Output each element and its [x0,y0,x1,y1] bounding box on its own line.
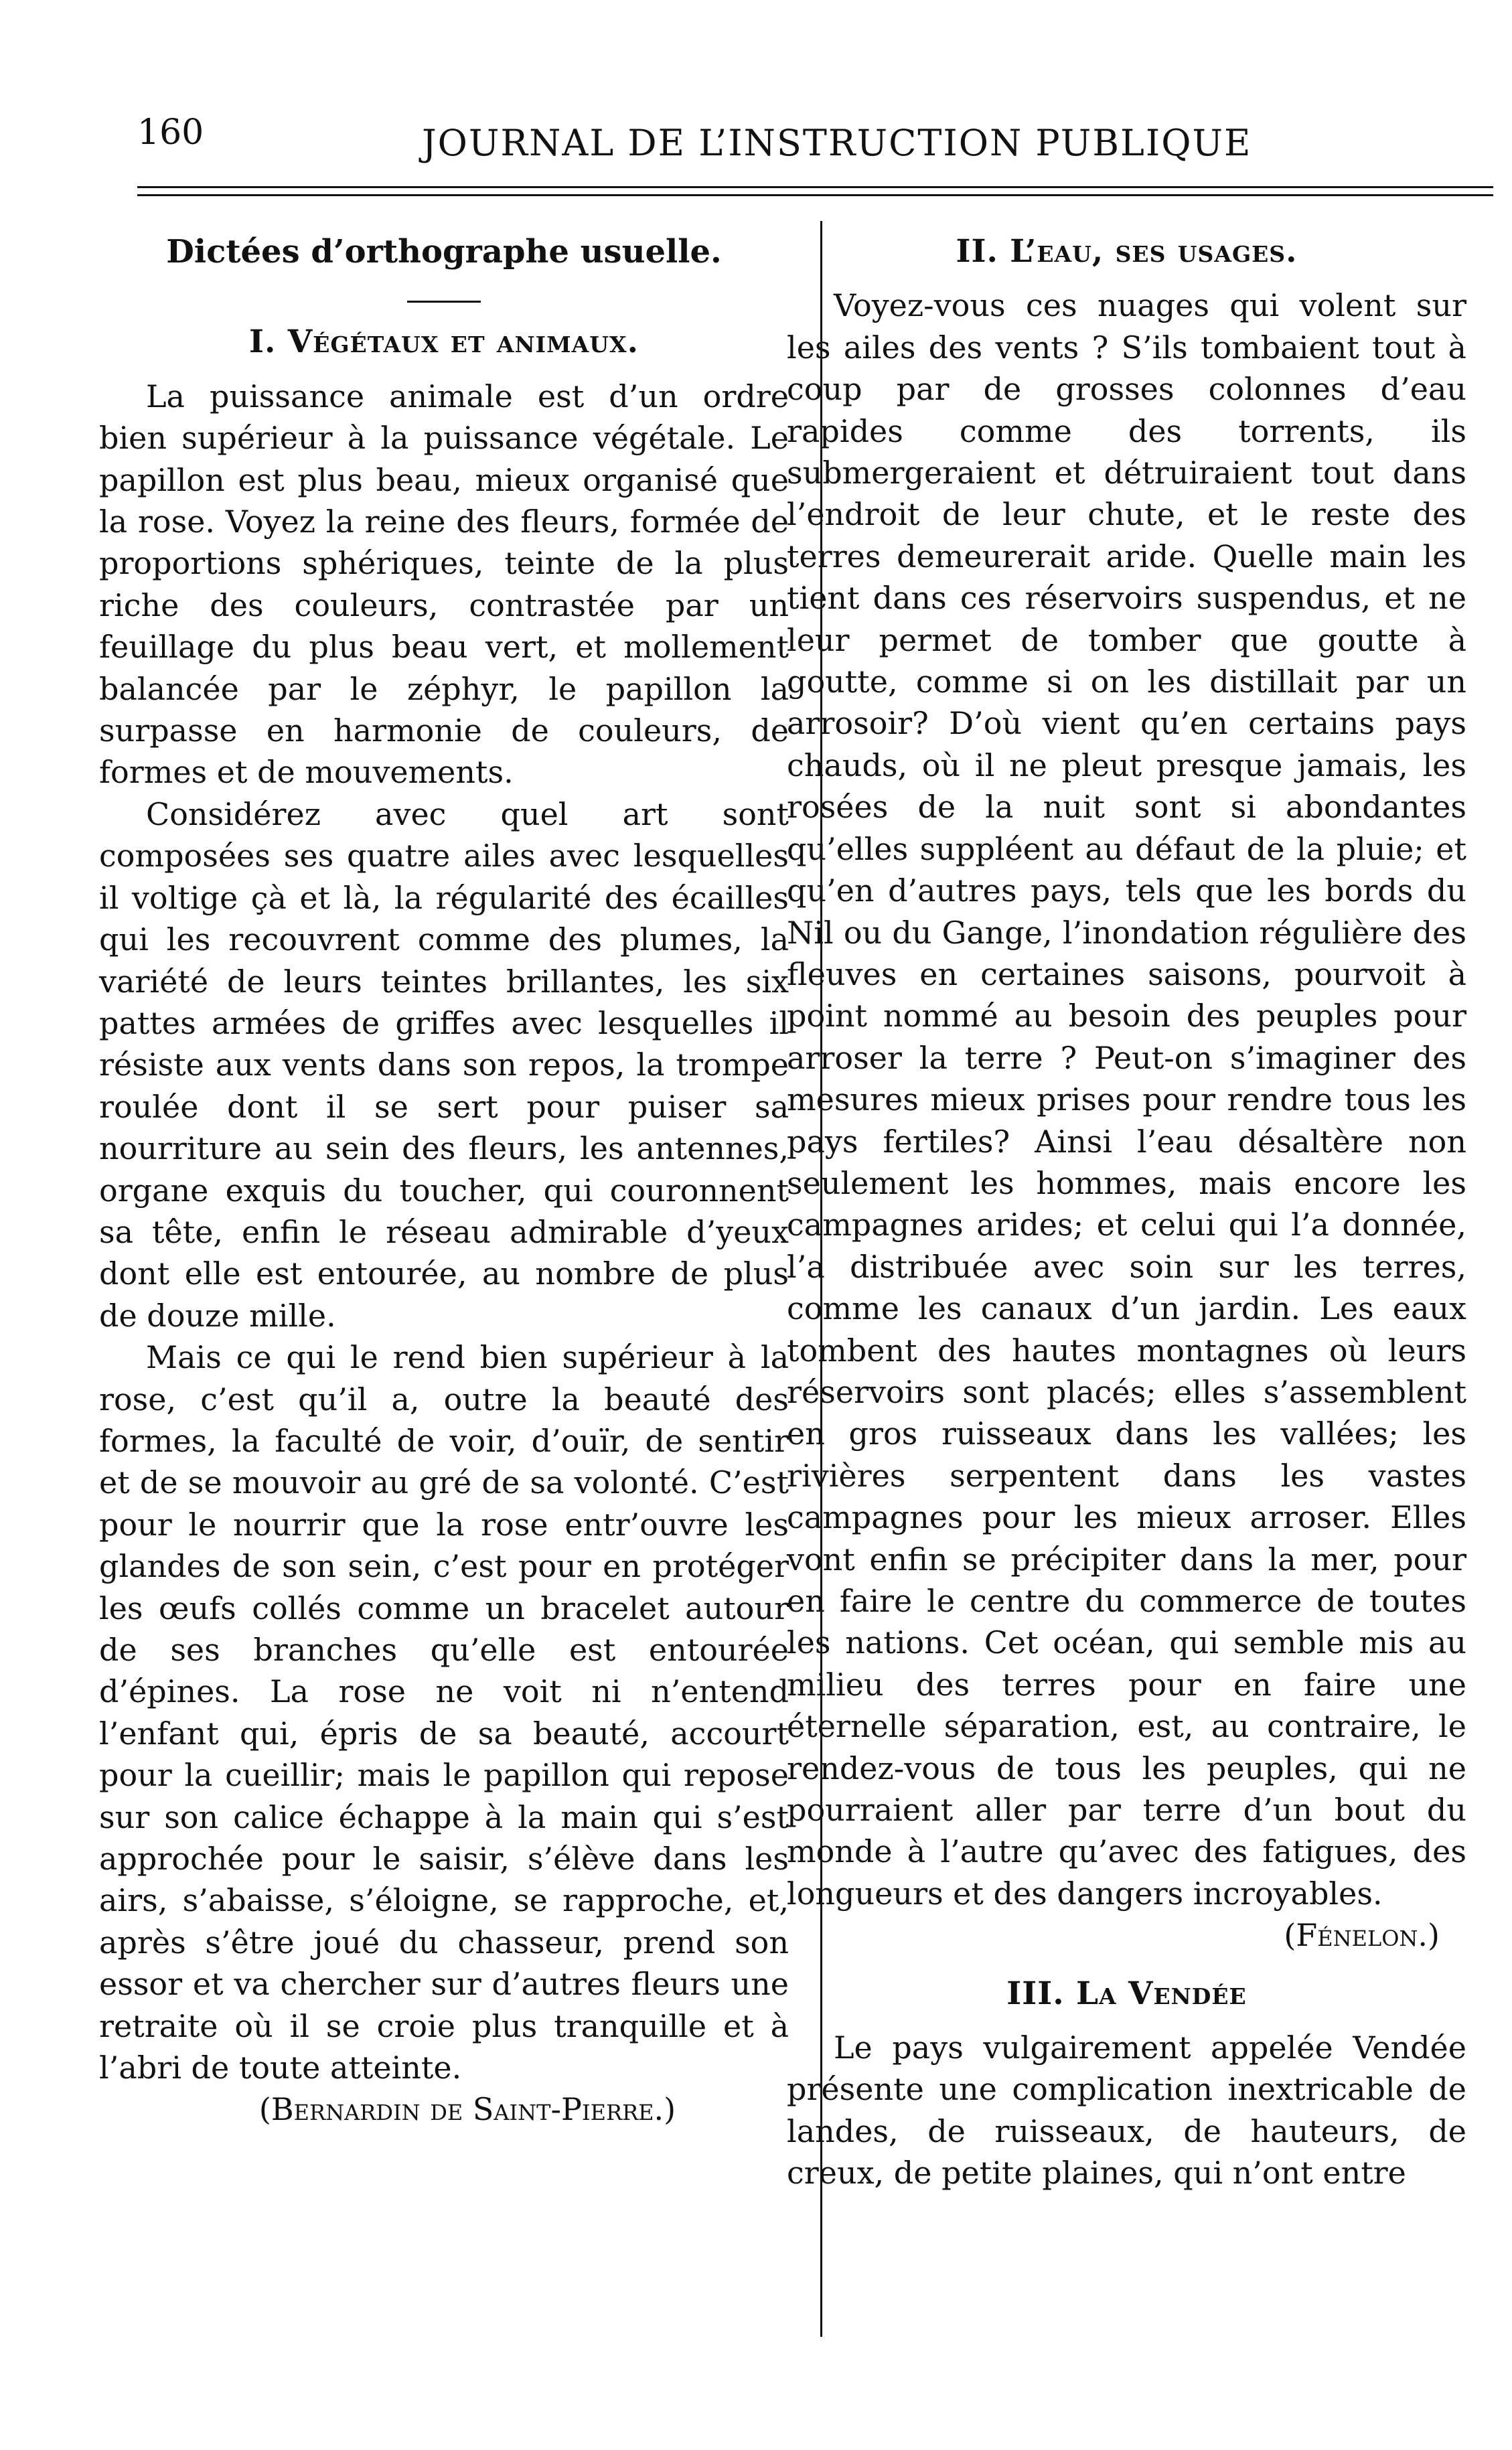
header-rule-bottom [137,194,1493,196]
attribution: (Bernardin de Saint-Pierre.) [258,2091,676,2128]
subsection-title: II. L’eau, ses usages. [956,233,1298,270]
left-column [99,231,789,2131]
subsection-title: III. La Vendée [1006,1975,1247,2012]
section-separator [407,301,481,303]
right-column [787,231,1466,2194]
paragraph: Mais ce qui le rend bien supérieur à la rose, c’est qu’il a, outre la beauté des formes, la faculté de voir, d’ouïr, de sentir et de se mouvoir au gré de sa volonté. C’est pour le nourrir que la rose entr’ouvre les glandes de son sein, c’est pour en protéger les œufs collés comme un bracelet autour de ses branches qu’elle est entourée d’épines. La rose ne voit ni n’entend l’enfant qui, épris de sa beauté, accourt pour la cueillir; mais le papillon qui repose sur son calice échappe à la main qui s’est approchée pour le saisir, s’élève dans les airs, s’abaisse, s’éloigne, se rapproche, et, après s’être joué du chasseur, prend son essor et va chercher sur d’autres fleurs une retraite où il se croie plus tranquille et à l’abri de toute atteinte. [99,1339,789,2086]
paragraph: Considérez avec quel art sont composées ses quatre ailes avec lesquelles il voltige çà et là, la régularité des écailles qui les recouvrent comme des plumes, la variété de leurs teintes brillantes, les six pattes armées de griffes avec lesquelles il résiste aux vents dans son repos, la trompe roulée dont il se sert pour puiser sa nourriture au sein des fleurs, les antennes, organe exquis du toucher, qui couronnent sa tête, enfin le réseau admirable d’yeux dont elle est entourée, au nombre de plus de douze mille. [99,795,789,1334]
subsection-title: I. Végétaux et animaux. [249,323,639,361]
running-head: JOURNAL DE L’INSTRUCTION PUBLIQUE [422,122,1252,164]
paragraph: Le pays vulgairement appelée Vendée présente une complication inextricable de landes, de ruisseaux, de hauteurs, de creux, de petite plaines, qui n’ont entre [787,2030,1466,2192]
paragraph: Voyez-vous ces nuages qui volent sur les ailes des vents ? S’ils tombaient tout à coup par de grosses colonnes d’eau rapides comme des torrents, ils submergeraient et détruiraient tout dans l’endroit de leur chute, et le reste des terres demeurerait aride. Quelle main les tient dans ces réservoirs suspendus, et ne leur permet de tomber que goutte à goutte, comme si on les distillait par un arrosoir? D’où vient qu’en certains pays chauds, où il ne pleut presque jamais, les rosées de la nuit sont si abondantes qu’elles suppléent au défaut de la pluie; et qu’en d’autres pays, tels que les bords du Nil ou du Gange, l’inondation régulière des fleuves en certaines saisons, pourvoit à point nommé au besoin des peuples pour arroser la terre ? Peut-on s’imaginer des mesures mieux prises pour rendre tous les pays fertiles? Ainsi l’eau désaltère non seulement les hommes, mais encore les campagnes arides; et celui qui l’a donnée, l’a distribuée avec soin sur les terres, comme les canaux d’un jardin. Les eaux tombent des hautes montagnes où leurs réservoirs sont placés; elles s’assemblent en gros ruisseaux dans les vallées; les rivières serpentent dans les vastes campagnes pour les mieux arroser. Elles vont enfin se précipiter dans la mer, pour en faire le centre du commerce de toutes les nations. Cet océan, qui semble mis au milieu des terres pour en faire une éternelle séparation, est, au contraire, le rendez-vous de tous les peuples, qui ne pourraient aller par terre d’un bout du monde à l’autre qu’avec des fatigues, des longueurs et des dangers incroyables. [787,287,1466,1912]
attribution: (Fénelon.) [1284,1917,1440,1954]
header-rule-top [137,186,1493,188]
section-title: Dictées d’orthographe usuelle. [166,233,722,271]
paragraph: La puissance animale est d’un ordre bien supérieur à la puissance végétale. Le papillon est plus beau, mieux organisé que la rose. Voyez la reine des fleurs, formée de proportions sphériques, teinte de la plus riche des couleurs, contrastée par un feuillage du plus beau vert, et mollement balancée par le zéphyr, le papillon la surpasse en harmonie de couleurs, de formes et de mouvements. [99,378,789,791]
page-number: 160 [137,112,204,153]
